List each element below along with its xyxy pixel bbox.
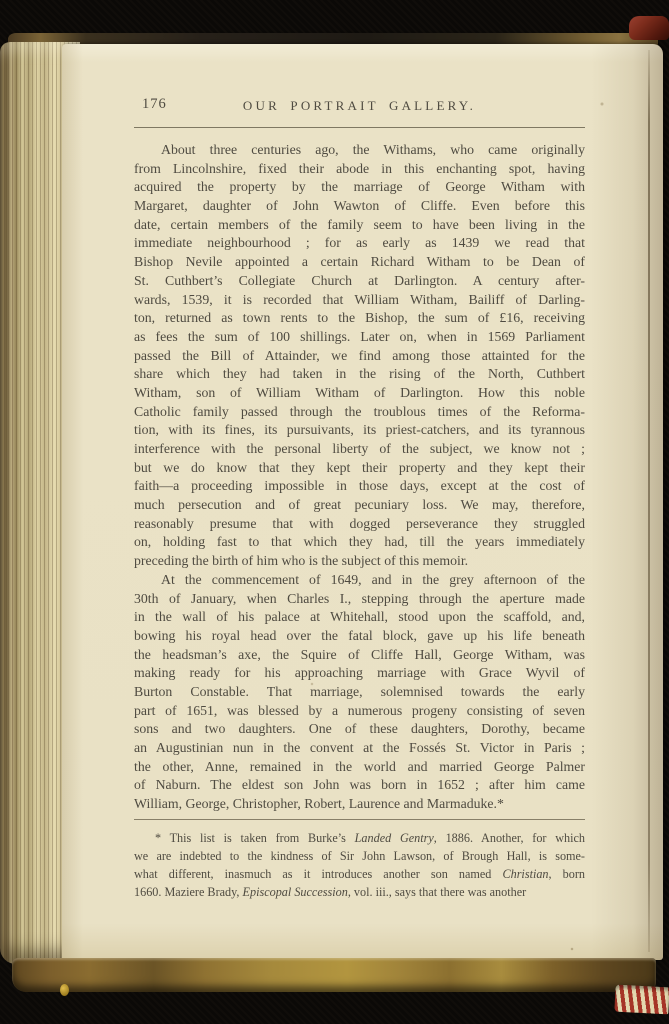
gilt-speck	[60, 984, 69, 996]
text-line: wards, 1539, it is recorded that William Witham, Bailiff of Darling-	[134, 291, 585, 307]
text-line: the other, Anne, remained in the world and married George Palmer	[134, 758, 585, 774]
footnote-italic-segment: Episcopal Succession	[242, 884, 348, 899]
text-line: the headsman’s axe, the Squire of Cliffe Hall, George Witham, was	[134, 646, 585, 662]
footnote-line	[134, 883, 585, 901]
text-line: Catholic family passed through the troublous times of the Reforma-	[134, 403, 585, 419]
text-line: Witham, son of William Witham of Darlington. How this noble	[134, 384, 585, 400]
gutter-crease	[648, 50, 650, 952]
footnote-line	[134, 847, 585, 865]
paragraph	[134, 141, 585, 571]
body-text	[134, 141, 585, 814]
paragraph	[134, 571, 585, 814]
text-line: ton, returned as town rents to the Bishop, the sum of £16, receiving	[134, 310, 585, 326]
text-line: making ready for his approaching marriage with Grace Wyvil of	[134, 665, 585, 681]
endband-bottom-striped	[614, 985, 669, 1015]
text-line: acquired the property by the marriage of George Witham with	[134, 179, 585, 195]
footnote-line	[134, 829, 585, 847]
footnote-segment: * This list is taken from Burke’s	[155, 830, 355, 845]
text-line: an Augustinian nun in the convent at the Fossés St. Victor in Paris ;	[134, 740, 585, 755]
footnote-segment: , 1886. Another, for which	[433, 830, 585, 845]
footnote	[134, 829, 585, 901]
page-header	[134, 96, 585, 113]
text-line: Margaret, daughter of John Wawton of Cliffe. Even before this	[134, 198, 585, 214]
text-line: interference with the personal liberty of the subject, we know not ;	[134, 441, 585, 456]
text-line: date, certain members of the family seem to have been living in the	[134, 216, 585, 232]
text-line: from Lincolnshire, fixed their abode in this enchanting spot, having	[134, 160, 585, 176]
text-line: faith—a proceeding impossible in those days, except at the cost of	[134, 478, 585, 494]
text-line: immediate neighbourhood ; for as early as 1439 we read that	[134, 235, 585, 251]
text-line: Bishop Nevile appointed a certain Richard Witham to be Dean of	[134, 254, 585, 270]
text-line: but we do know that they kept their property and they kept their	[134, 459, 585, 475]
footnote-segment: what different, inasmuch as it introduces another son named	[134, 866, 503, 881]
header-rule	[134, 127, 585, 128]
book-bottom-edge	[12, 958, 656, 992]
text-line: tion, with its fines, its pursuivants, its priest-catchers, and its tyrannous	[134, 422, 585, 438]
page-number: 176	[142, 96, 167, 112]
text-line: share which they had taken in the rising of the North, Cuthbert	[134, 366, 585, 382]
footnote-segment: , born	[548, 866, 585, 881]
footnote-rule	[134, 819, 585, 820]
footnote-segment: we are indebted to the kindness of Sir John Lawson, of Brough Hall, is some-	[134, 848, 585, 863]
text-line: William, George, Christopher, Robert, Laurence and Marmaduke.*	[134, 796, 504, 812]
text-line: part of 1651, was blessed by a numerous progeny consisting of seven	[134, 702, 585, 718]
footnote-italic-segment: Christian	[502, 866, 549, 881]
text-column	[134, 96, 585, 901]
footnote-segment: , vol. iii., says that there was another	[347, 884, 527, 899]
footnote-italic-segment: Landed Gentry	[354, 830, 434, 845]
text-line: Burton Constable. That marriage, solemnised towards the early	[134, 683, 585, 699]
text-line: St. Cuthbert’s Collegiate Church at Darlington. A century after-	[134, 272, 585, 288]
running-title: OUR PORTRAIT GALLERY.	[242, 97, 477, 113]
book-page	[62, 44, 663, 960]
text-line: much persecution and of great pecuniary loss. We may, therefore,	[134, 497, 585, 513]
footnote-segment: 1660. Maziere Brady,	[134, 884, 243, 899]
text-line: sons and two daughters. One of these daughters, Dorothy, became	[134, 721, 585, 737]
text-line: as fees the sum of 100 shillings. Later on, when in 1569 Parliament	[134, 328, 585, 344]
text-line: of Naburn. The eldest son John was born in 1652 ; after him came	[134, 777, 585, 793]
text-line: preceding the birth of him who is the subject of this memoir.	[134, 553, 469, 569]
text-line: on, holding fast to that which they had, till the years immediately	[134, 534, 585, 550]
text-line: in the wall of his palace at Whitehall, stood upon the scaffold, and,	[134, 609, 585, 625]
footnote-line	[134, 865, 585, 883]
text-line: passed the Bill of Attainder, we find among those attainted for the	[134, 347, 585, 363]
text-line: About three centuries ago, the Withams, who came originally	[161, 142, 585, 157]
text-line: reasonably presume that with dogged perseverance they struggled	[134, 515, 585, 531]
text-line: At the commencement of 1649, and in the grey afternoon of the	[161, 571, 585, 587]
endband-top-red	[629, 16, 669, 40]
text-line: 30th of January, when Charles I., stepping through the aperture made	[134, 590, 585, 606]
text-line: bowing his royal head over the fatal block, gave up his life beneath	[134, 627, 585, 643]
